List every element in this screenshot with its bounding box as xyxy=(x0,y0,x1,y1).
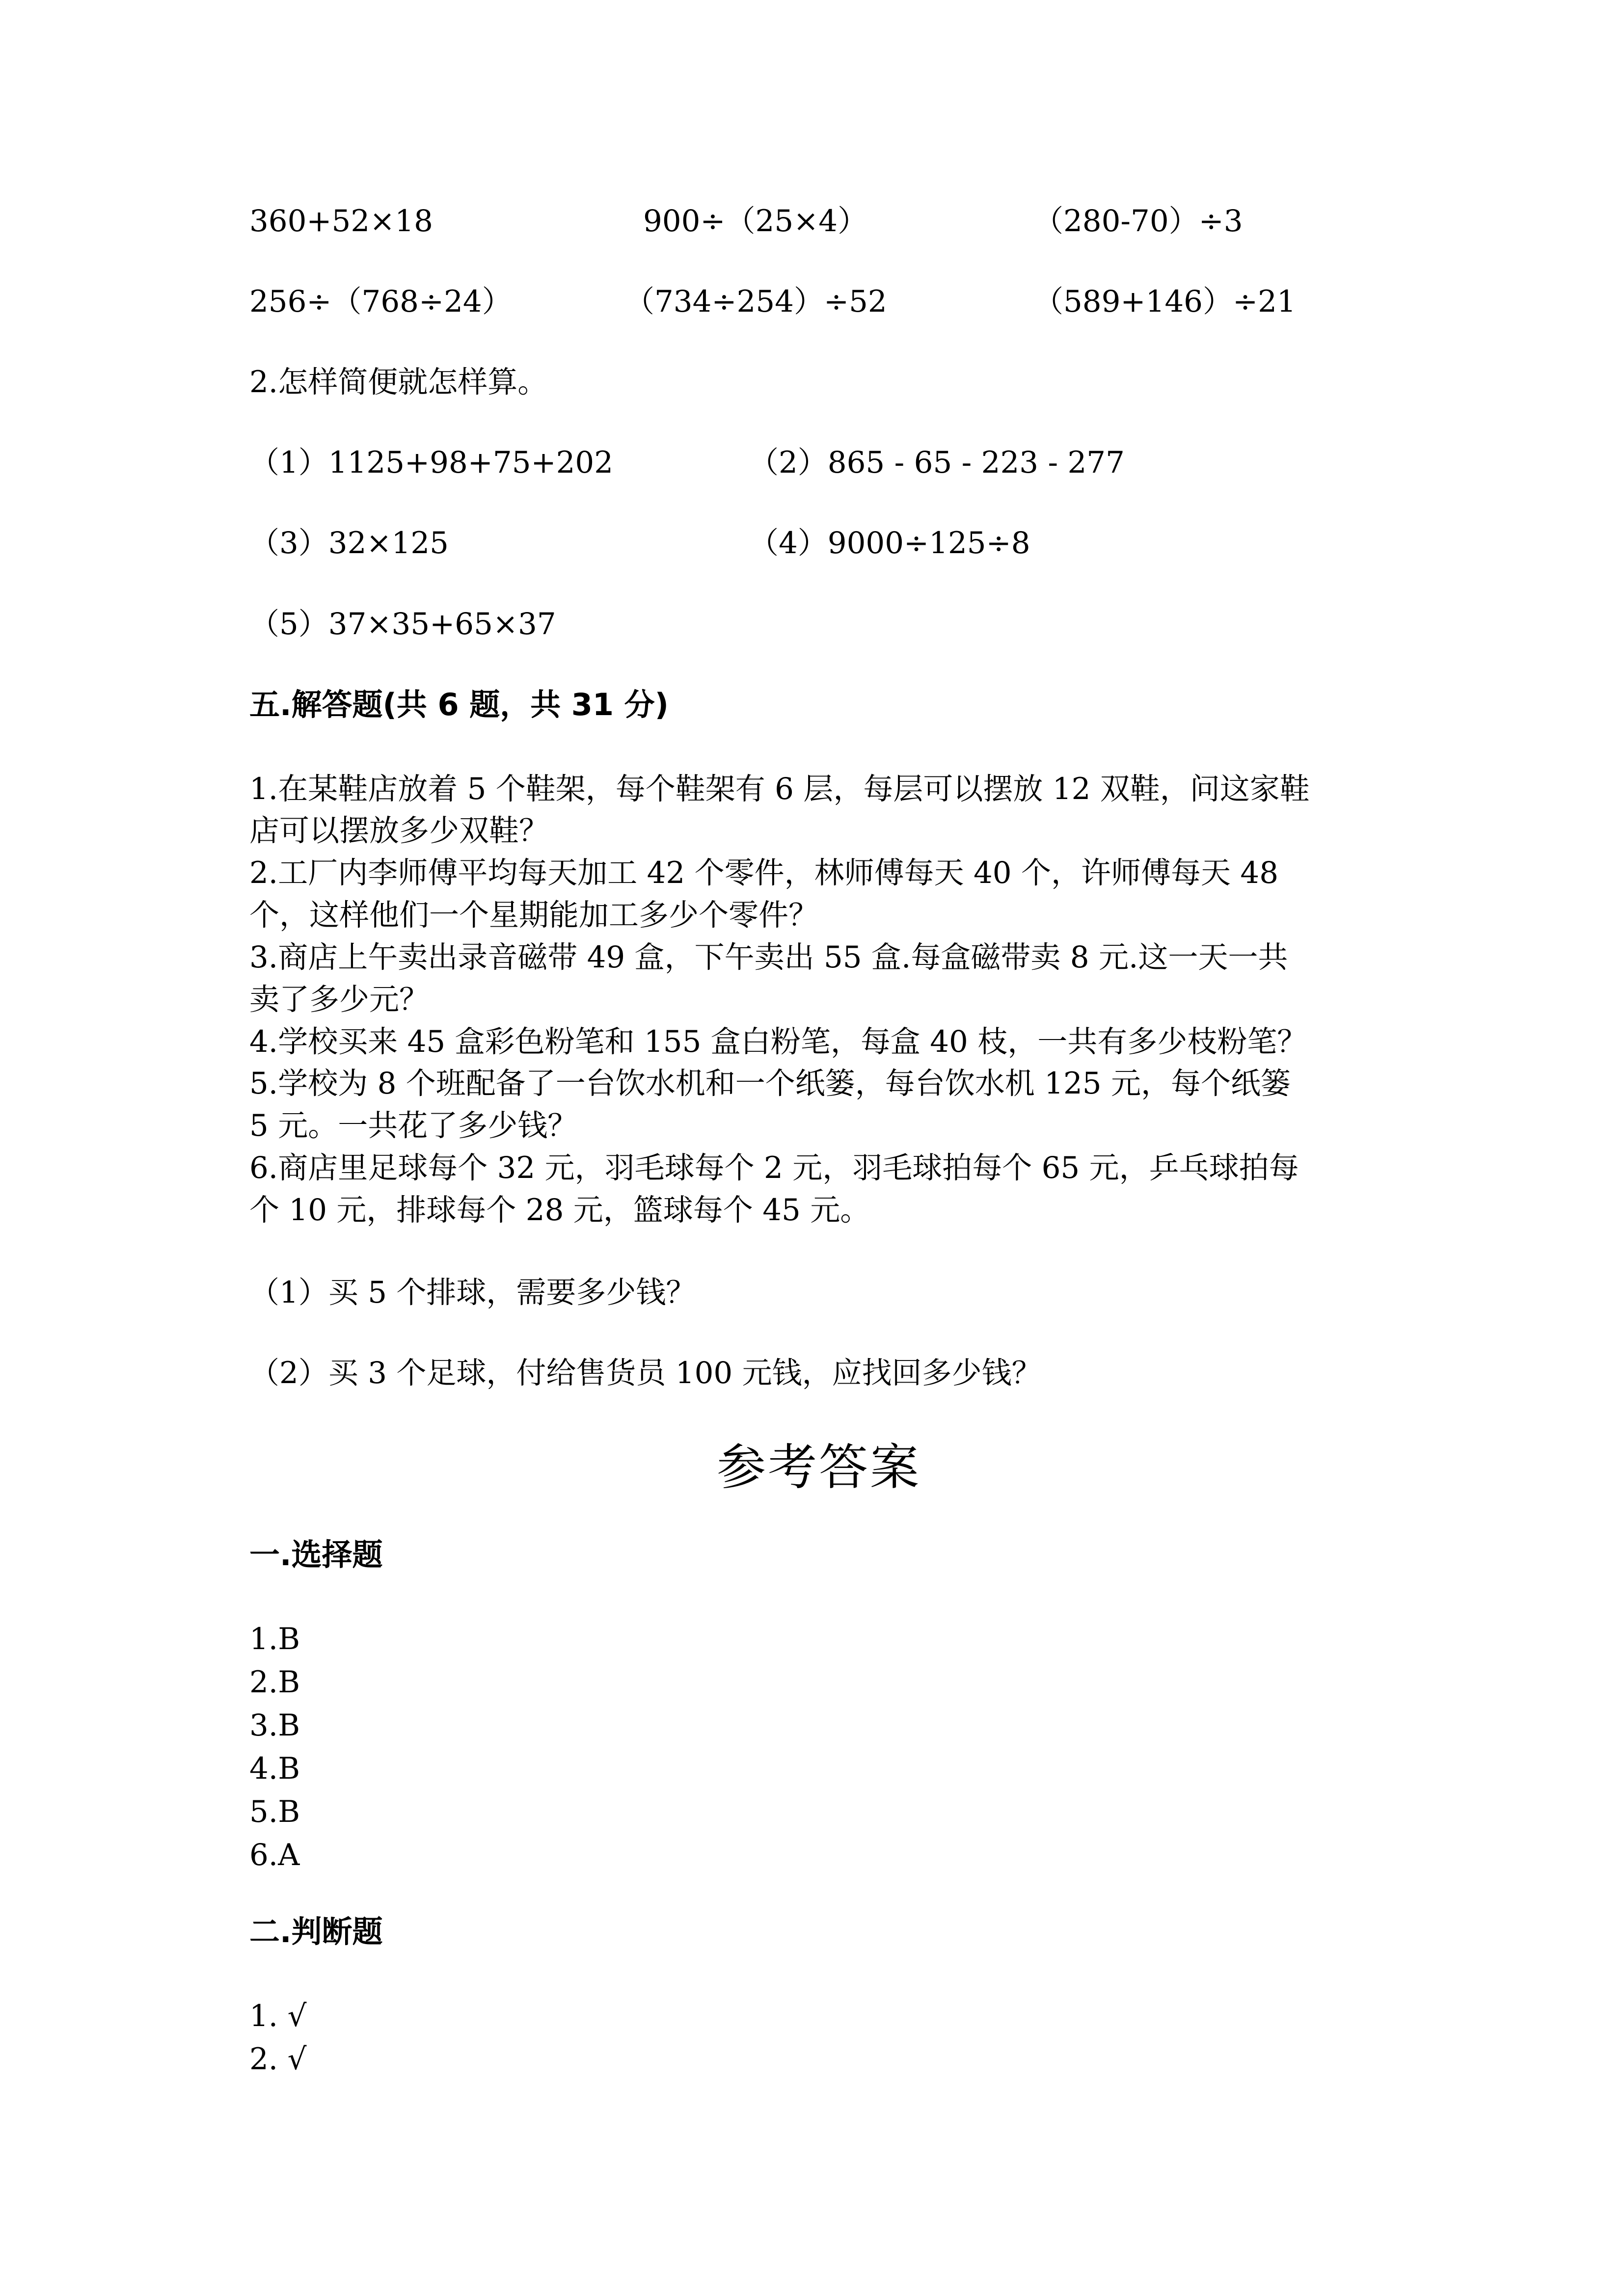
sub-question: （1）买 5 个排球，需要多少钱？ xyxy=(249,1275,696,1310)
answer-section-heading: 一.选择题 xyxy=(249,1537,383,1573)
answer-section-heading: 二.判断题 xyxy=(249,1914,383,1949)
answer-item: 4.B xyxy=(249,1751,300,1786)
simplify-item: （2）865 - 65 - 223 - 277 xyxy=(749,445,1125,480)
simplify-item: （5）37×35+65×37 xyxy=(249,607,556,641)
answer-item: 1.B xyxy=(249,1622,300,1656)
answer-item: 5.B xyxy=(249,1794,300,1829)
answer-item: 1. √ xyxy=(249,1999,307,2033)
question-heading: 2.怎样简便就怎样算。 xyxy=(249,365,548,400)
answer-item: 2.B xyxy=(249,1665,300,1700)
simplify-item: （3）32×125 xyxy=(249,526,449,561)
answer-item: 3.B xyxy=(249,1708,300,1743)
problem-line: 卖了多少元？ xyxy=(249,982,430,1017)
problem-line: 3.商店上午卖出录音磁带 49 盒，下午卖出 55 盒.每盒磁带卖 8 元.这一天一共 xyxy=(249,940,1288,975)
simplify-item: （1）1125+98+75+202 xyxy=(249,445,614,480)
calc-expression: 360+52×18 xyxy=(249,204,433,239)
problem-line: 店可以摆放多少双鞋？ xyxy=(249,813,549,848)
problem-line: 5 元。一共花了多少钱？ xyxy=(249,1108,578,1143)
answer-item: 6.A xyxy=(249,1838,300,1872)
problem-line: 2.工厂内李师傅平均每天加工 42 个零件，林师傅每天 40 个，许师傅每天 48 xyxy=(249,855,1279,890)
problem-line: 个，这样他们一个星期能加工多少个零件？ xyxy=(249,898,819,933)
calc-expression: （589+146）÷21 xyxy=(1033,284,1296,319)
problem-line: 1.在某鞋店放着 5 个鞋架，每个鞋架有 6 层，每层可以摆放 12 双鞋，问这家鞋 xyxy=(249,772,1310,806)
problem-line: 4.学校买来 45 盒彩色粉笔和 155 盒白粉笔，每盒 40 枝，一共有多少枝粉笔？ xyxy=(249,1024,1307,1059)
section-heading: 五.解答题(共 6 题，共 31 分) xyxy=(249,687,669,722)
simplify-item: （4）9000÷125÷8 xyxy=(749,526,1030,561)
calc-expression: 900÷（25×4） xyxy=(643,204,868,239)
calc-expression: （280-70）÷3 xyxy=(1033,204,1243,239)
problem-line: 6.商店里足球每个 32 元，羽毛球每个 2 元，羽毛球拍每个 65 元，乒乓球拍每 xyxy=(249,1150,1299,1185)
problem-line: 5.学校为 8 个班配备了一台饮水机和一个纸篓，每台饮水机 125 元，每个纸篓 xyxy=(249,1066,1291,1101)
problem-line: 个 10 元，排球每个 28 元，篮球每个 45 元。 xyxy=(249,1193,870,1228)
sub-question: （2）买 3 个足球，付给售货员 100 元钱，应找回多少钱？ xyxy=(249,1356,1042,1390)
calc-expression: （734÷254）÷52 xyxy=(624,284,887,319)
answer-key-title: 参考答案 xyxy=(717,1439,921,1496)
calc-expression: 256÷（768÷24） xyxy=(249,284,512,319)
answer-item: 2. √ xyxy=(249,2042,307,2077)
